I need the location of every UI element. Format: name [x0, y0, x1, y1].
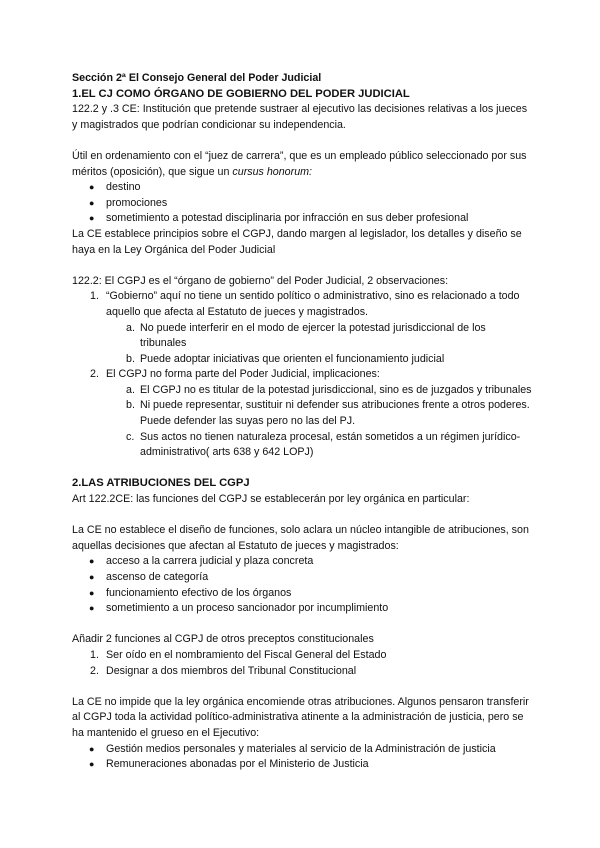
- list-item: 2. Designar a dos miembros del Tribunal Constitucional: [90, 664, 357, 677]
- bullet-icon: ●: [89, 759, 95, 770]
- list-item: 1. “Gobierno” aquí no tiene un sentido político o administrativo, sino es relacionado a todo aquello que afecta al Estatuto de jueces y magistrados. a. No puede interferir en el modo de ejercer la potestad jurisdiccional de los tribunales b. Puede adoptar iniciativas que orienten el funcionamiento judicial: [72, 289, 532, 367]
- paragraph: Art 122.2CE: las funciones del CGPJ se establecerán por ley orgánica en particular:: [72, 493, 470, 506]
- sub-list-item: c. Sus actos no tienen naturaleza procesal, están sometidos a un régimen jurídico-administrativo( arts 638 y 642 LOPJ): [126, 430, 521, 459]
- heading-1: 1.EL CJ COMO ÓRGANO DE GOBIERNO DEL PODER JUDICIAL: [72, 87, 410, 100]
- list-item: ● funcionamiento efectivo de los órganos: [72, 586, 532, 602]
- bullet-list-1: [72, 180, 532, 227]
- bullet-icon: ●: [89, 587, 95, 598]
- list-item: ● ascenso de categoría: [72, 570, 532, 586]
- bullet-icon: ●: [89, 743, 95, 754]
- heading-2: 2.LAS ATRIBUCIONES DEL CGPJ: [72, 477, 250, 490]
- list-item: ● Gestión medios personales y materiales al servicio de la Administración de justicia: [72, 742, 532, 758]
- sub-list-item: a. El CGPJ no es titular de la potestad jurisdiccional, sino es de juzgados y tribunales: [126, 383, 532, 396]
- bullet-icon: ●: [89, 556, 95, 567]
- list-item: 2. El CGPJ no forma parte del Poder Judicial, implicaciones: a. El CGPJ no es titular de la potestad jurisdiccional, sino es de juzgados y tribunales b. Ni puede representar, sustituir ni defender sus atribuciones frente a otros poderes. Puede defender las suyas pero no las del PJ. c. Sus actos no tienen naturaleza procesal, están sometidos a un régimen jurídico-administrativo( arts 638 y 642 LOPJ): [72, 367, 532, 461]
- list-item: ● destino: [72, 180, 532, 196]
- bullet-list-2: [72, 554, 532, 616]
- bullet-list-3: [72, 742, 532, 773]
- bullet-icon: ●: [89, 603, 95, 614]
- sub-list: [106, 383, 532, 461]
- numbered-list-functions: [72, 648, 532, 679]
- bullet-icon: ●: [89, 197, 95, 208]
- paragraph: 122.2 y .3 CE: Institución que pretende sustraer al ejecutivo las decisiones relativas a los jueces y magistrados que podrían condicionar su independencia.: [72, 103, 528, 131]
- numbered-list-observations: [72, 289, 532, 461]
- paragraph: La CE no impide que la ley orgánica encomiende otras atribuciones. Algunos pensaron transferir al CGPJ toda la actividad político-administrativa atinente a la administración de justicia, pero se ha mantenido el grueso en el Ejecutivo:: [72, 695, 529, 739]
- list-item: ● acceso a la carrera judicial y plaza concreta: [72, 554, 532, 570]
- paragraph: La CE no establece el diseño de funciones, solo aclara un núcleo intangible de atribuciones, son aquellas decisiones que afectan al Estatuto de jueces y magistrados:: [72, 524, 529, 552]
- sub-list-item: a. No puede interferir en el modo de ejercer la potestad jurisdiccional de los tribunales: [126, 321, 486, 350]
- emphasis-text: cursus honorum:: [232, 165, 313, 178]
- list-item: ● sometimiento a potestad disciplinaria por infracción en sus deber profesional: [72, 211, 532, 227]
- document-page: [72, 71, 532, 773]
- list-item: ● Remuneraciones abonadas por el Ministerio de Justicia: [72, 757, 532, 773]
- section-title: Sección 2ª El Consejo General del Poder Judicial: [72, 72, 322, 84]
- paragraph: La CE establece principios sobre el CGPJ, dando margen al legislador, los detalles y diseño se haya en la Ley Orgánica del Poder Judicial: [72, 227, 522, 256]
- paragraph: [72, 149, 532, 180]
- paragraph: 122.2: El CGPJ es el “órgano de gobierno” del Poder Judicial, 2 observaciones:: [72, 274, 449, 287]
- list-item: 1. Ser oído en el nombramiento del Fiscal General del Estado: [90, 648, 387, 661]
- bullet-icon: ●: [89, 213, 95, 224]
- paragraph: Añadir 2 funciones al CGPJ de otros preceptos constitucionales: [72, 633, 374, 646]
- list-item: ● promociones: [72, 196, 532, 212]
- list-item: ● sometimiento a un proceso sancionador por incumplimiento: [72, 601, 532, 617]
- sub-list-item: b. Ni puede representar, sustituir ni defender sus atribuciones frente a otros poderes. Puede defender las suyas pero no las del PJ.: [126, 399, 530, 428]
- bullet-icon: ●: [89, 572, 95, 582]
- sub-list: [106, 321, 532, 368]
- bullet-icon: ●: [89, 182, 95, 193]
- paragraph-text: Útil en ordenamiento con el “juez de carrera”, que es un empleado público seleccionado por sus méritos (oposición), que sigue un: [72, 149, 527, 178]
- sub-list-item: b. Puede adoptar iniciativas que orienten el funcionamiento judicial: [126, 352, 445, 365]
